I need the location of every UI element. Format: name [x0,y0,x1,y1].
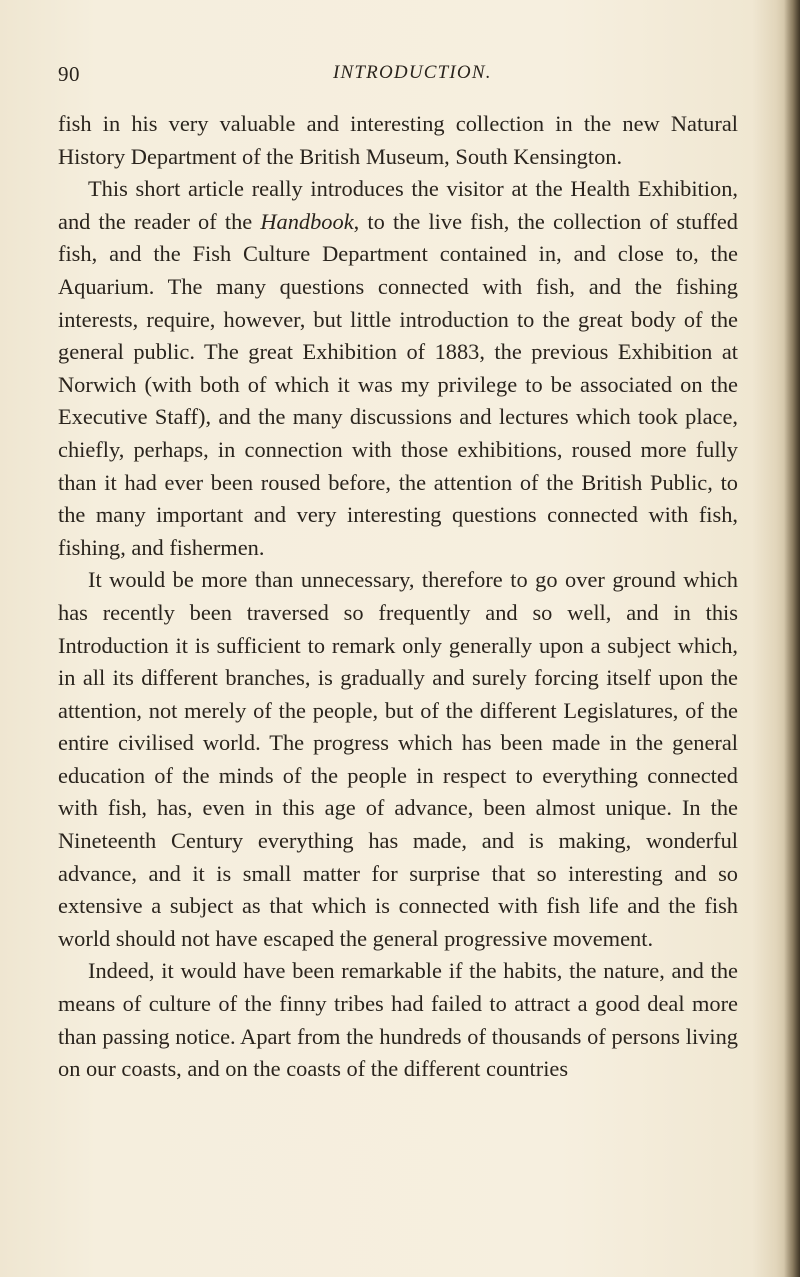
handbook-title: Handbook [260,208,354,234]
paragraph-text-end: , to the live fish, the collection of stuffed fish, and the Fish Culture Department contained in, and close to, the Aquarium. The many questions connected with fish, and the fishing interests, require, however, but little introduction to the great body of the general public. The great Exhibition of 1883, the previous Exhibition at Norwich (with both of which it was my privilege to be associated on the Executive Staff), and the many discussions and lectures which took place, chiefly, perhaps, in connection with those exhibitions, roused more fully than it had ever been roused before, the attention of the British Public, to the many important and very interesting questions connected with fish, fishing, and fishermen. [58,208,739,560]
running-title: INTRODUCTION. [333,62,492,83]
paragraph-finny-tribes: Indeed, it would have been remarkable if the habits, the nature, and the means of culture of the finny tribes had failed to attract a good deal more than passing notice. Apart from the hundreds of thousands of persons living on our coasts, and on the coasts of the different countries [58,958,738,1082]
paragraph-text-start: This short article really introduces the visitor at the Health Exhibition, and the reader of the [58,176,738,234]
paragraph-exhibition [58,173,738,564]
running-head [58,62,738,98]
body-text [58,108,738,1086]
page-edge-shadow [784,0,800,1277]
paragraph-continued: fish in his very valuable and interesting collection in the new Natural History Department of the British Museum, South Kensington. [58,111,738,169]
paragraph-progress: It would be more than unnecessary, therefore to go over ground which has recently been traversed so frequently and so well, and in this Introduction it is sufficient to remark only generally upon a subject which, in all its different branches, is gradually and surely forcing itself upon the attention, not merely of the people, but of the different Legislatures, of the entire civilised world. The progress which has been made in the general education of the minds of the people in respect to everything connected with fish, has, even in this age of advance, been almost unique. In the Nineteenth Century everything has made, and is making, wonderful advance, and it is small matter for surprise that so interesting and so extensive a subject as that which is connected with fish life and the fish world should not have escaped the general progressive movement. [58,567,738,951]
page-number: 90 [58,62,80,86]
